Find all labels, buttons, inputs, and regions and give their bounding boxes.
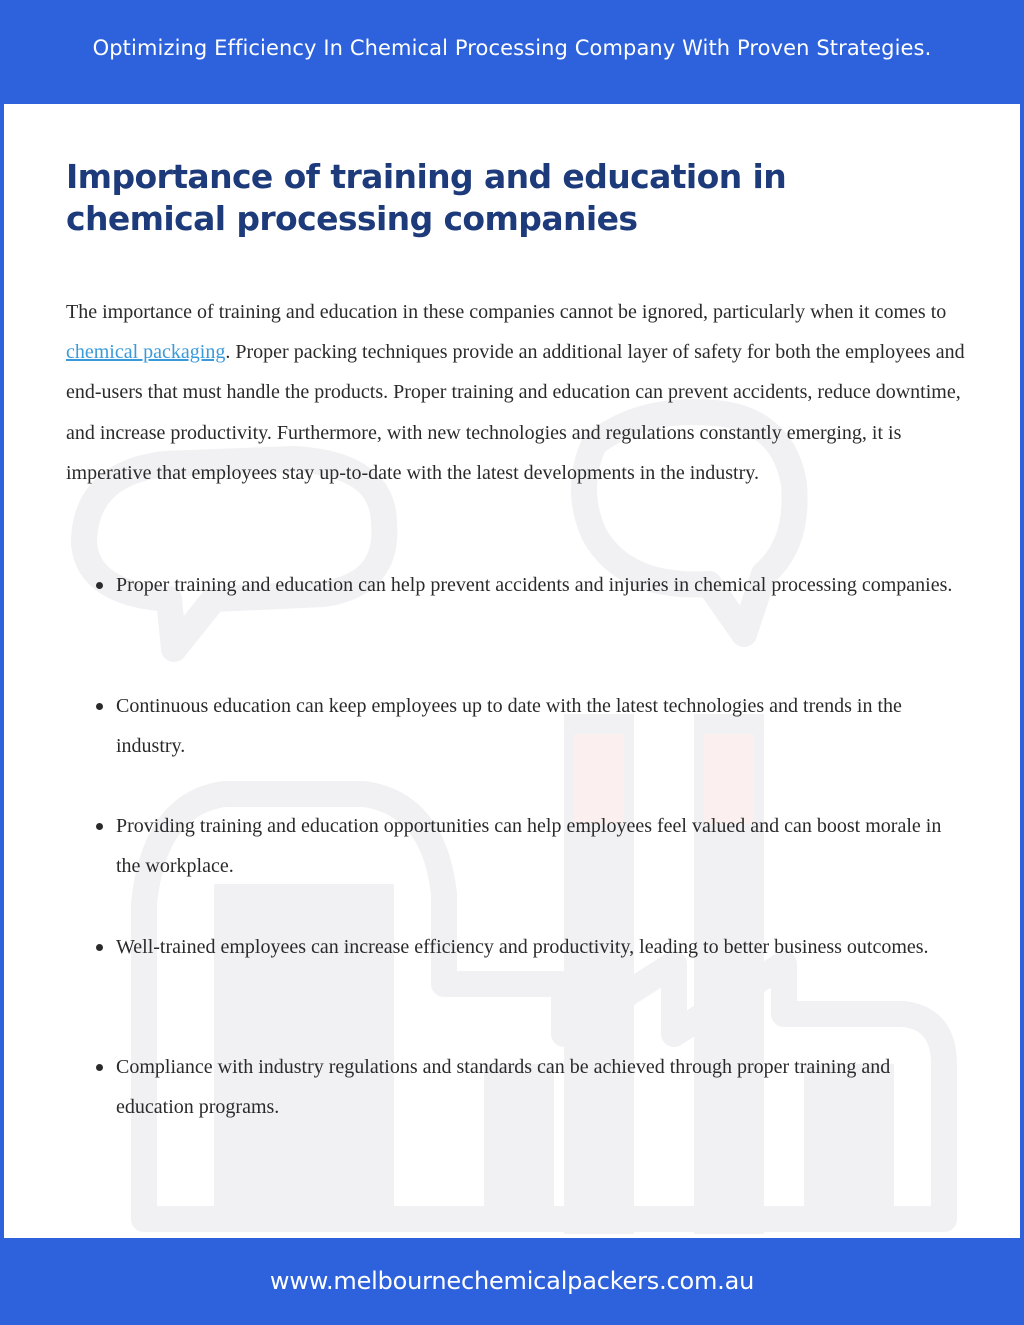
list-item-text: Continuous education can keep employees up to date with the latest technologies and trends in the industry. — [116, 694, 902, 757]
content-card — [4, 104, 1020, 1238]
header-title: Optimizing Efficiency In Chemical Processing Company With Proven Strategies. — [92, 36, 932, 60]
page-footer — [0, 1252, 1024, 1325]
chemical-packaging-link[interactable]: chemical packaging — [66, 341, 226, 364]
list-item — [66, 1047, 966, 1168]
bullet-dot-icon — [96, 1064, 103, 1071]
list-item — [66, 686, 966, 807]
list-item — [66, 927, 966, 1048]
article-heading: Importance of training and education in chemical processing companies — [66, 157, 787, 238]
bullet-list — [66, 565, 966, 1168]
list-item-text: Providing training and education opportunities can help employees feel valued and can boost morale in the workplace. — [116, 815, 942, 878]
footer-website-url[interactable]: www.melbournechemicalpackers.com.au — [269, 1267, 755, 1295]
list-item — [66, 806, 966, 927]
intro-text-start: The importance of training and education in these companies cannot be ignored, particularly when it comes to — [66, 301, 947, 323]
intro-text-end: . Proper packing techniques provide an additional layer of safety for both the employees and end-users that must handle the products. Proper training and education can prevent accidents, reduce downtime, and increase productivity. Furthermore, with new technologies and regulations constantly emerging, it is imperative that employees stay up-to-date with the latest developments in the industry. — [66, 341, 965, 484]
bullet-dot-icon — [96, 703, 103, 710]
page-header — [0, 0, 1024, 102]
list-item-text: Well-trained employees can increase efficiency and productivity, leading to better business outcomes. — [116, 935, 929, 958]
intro-paragraph — [66, 292, 966, 493]
bullet-dot-icon — [96, 944, 103, 951]
list-item — [66, 565, 966, 686]
list-item-text: Compliance with industry regulations and standards can be achieved through proper training and education programs. — [116, 1056, 891, 1119]
list-item-text: Proper training and education can help prevent accidents and injuries in chemical processing companies. — [116, 574, 953, 596]
bullet-dot-icon — [96, 823, 103, 830]
bullet-dot-icon — [96, 582, 103, 589]
